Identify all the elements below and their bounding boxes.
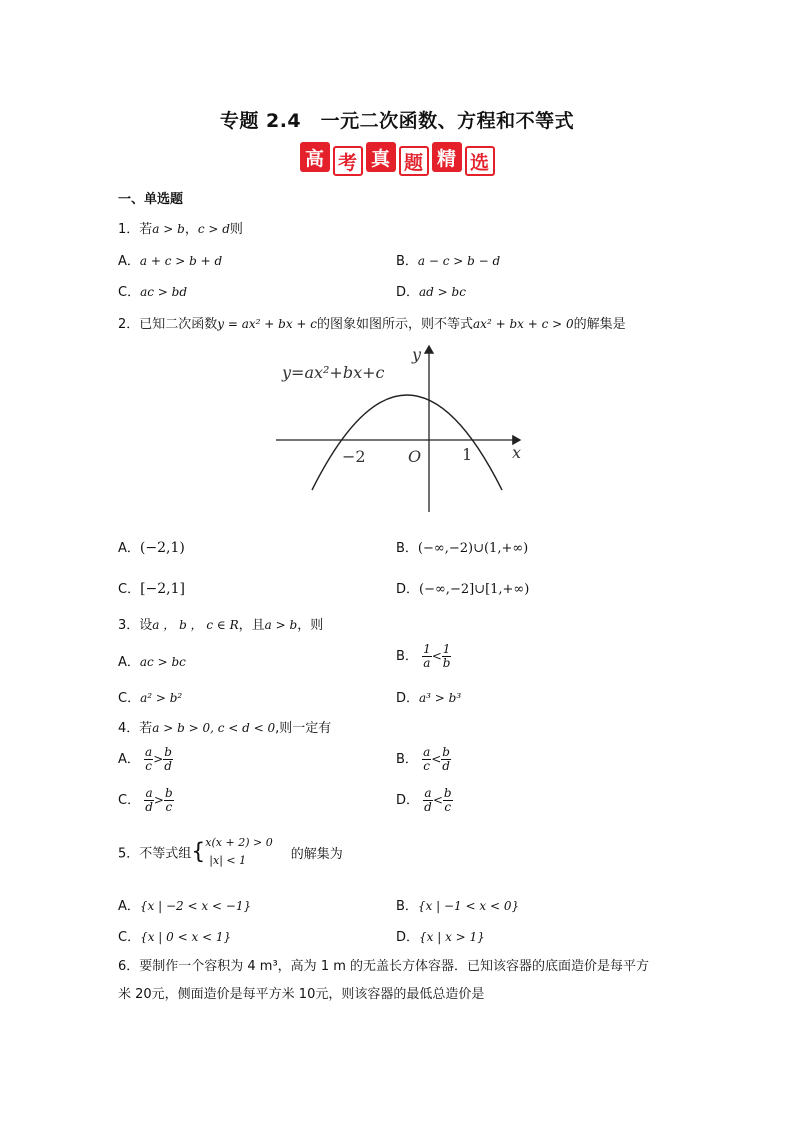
fraction <box>144 746 153 773</box>
brace-icon: { <box>191 839 206 865</box>
question-2 <box>118 313 626 332</box>
q2-option-a[interactable] <box>118 537 185 556</box>
q5-option-d[interactable] <box>396 926 485 945</box>
inequality-system <box>205 834 272 870</box>
question-6 <box>118 953 678 1009</box>
system-eq-2: |x| < 1 <box>209 854 247 867</box>
numerator: a <box>424 786 432 800</box>
operator: > <box>153 752 164 766</box>
badge-char: 真 <box>366 142 396 172</box>
fraction <box>441 746 451 773</box>
origin-label: O <box>408 447 422 466</box>
y-axis-label: y <box>412 345 422 364</box>
fraction <box>144 787 154 814</box>
option-label: D． <box>396 285 420 300</box>
q1-option-a[interactable] <box>118 250 222 269</box>
option-label: C． <box>118 285 141 300</box>
q2-option-c[interactable] <box>118 578 185 597</box>
q5-stem-post: 的解集为 <box>290 846 343 862</box>
option-expr: a² > b² <box>140 691 183 705</box>
q3-option-b[interactable] <box>396 643 451 670</box>
q2-option-d[interactable] <box>396 578 529 597</box>
option-expr: {x | 0 < x < 1} <box>140 930 232 944</box>
option-label: A． <box>118 899 140 914</box>
q1-option-b[interactable] <box>396 250 500 269</box>
option-label: C． <box>118 582 141 597</box>
q3-cond: a > b <box>264 618 298 632</box>
option-expr: a + c > b + d <box>139 254 223 268</box>
numerator: 1 <box>442 642 451 656</box>
fraction <box>443 787 453 814</box>
option-expr: a − c > b − d <box>417 254 501 268</box>
q2-stem-mid: 的图象如图所示，则不等式 <box>317 317 474 332</box>
option-expr: ac > bc <box>139 655 186 669</box>
q5-stem-pre: 5．不等式组 <box>118 846 192 862</box>
q6-line-1: 6．要制作一个容积为 4 m³，高为 1 m 的无盖长方体容器．已知该容器的底面造价是每平方 <box>118 959 650 974</box>
numerator: a <box>145 745 153 759</box>
q2-option-b[interactable] <box>396 537 528 556</box>
denominator: b <box>442 656 451 670</box>
operator: < <box>431 752 442 766</box>
question-5 <box>118 834 343 870</box>
option-expr: (−∞,−2]∪[1,+∞) <box>419 582 530 597</box>
option-expr: ad > bc <box>419 285 466 299</box>
option-label: B． <box>396 541 418 556</box>
badge-char: 选 <box>465 146 495 176</box>
numerator: 1 <box>423 642 431 656</box>
q3-option-d[interactable] <box>396 687 461 706</box>
denominator: c <box>165 800 173 814</box>
denominator: c <box>145 759 152 773</box>
numerator: b <box>164 745 172 759</box>
option-expr: {x | −1 < x < 0} <box>417 899 520 913</box>
q1-stem-post: 则 <box>229 222 243 237</box>
option-label: A． <box>118 655 140 670</box>
operator: < <box>431 649 442 663</box>
q4-cond: a > b > 0, c < d < 0 <box>152 721 276 735</box>
fraction <box>422 746 431 773</box>
system-eq-1: x(x + 2) > 0 <box>205 836 273 849</box>
badge-gaokao-zhenti <box>0 142 794 176</box>
fraction <box>422 643 432 670</box>
q3-stem-mid: ，且 <box>238 618 265 633</box>
option-label: A． <box>118 541 140 556</box>
numerator: b <box>442 745 450 759</box>
q1-cond-1: a > b <box>152 222 185 236</box>
option-expr: (−2,1) <box>139 540 185 556</box>
option-label: D． <box>396 691 420 706</box>
q4-stem-post: ,则一定有 <box>275 721 332 736</box>
denominator: c <box>423 759 430 773</box>
fraction <box>164 787 174 814</box>
numerator: a <box>423 745 431 759</box>
parabola-curve <box>312 395 502 490</box>
badge-char: 考 <box>333 146 363 176</box>
option-label: D． <box>396 793 420 808</box>
option-label: C． <box>118 930 141 945</box>
operator: < <box>432 793 443 807</box>
q5-option-a[interactable] <box>118 895 251 914</box>
q3-option-a[interactable] <box>118 651 186 670</box>
question-3 <box>118 614 323 633</box>
question-1 <box>118 218 243 237</box>
q2-stem-post: 的解集是 <box>573 317 626 332</box>
parabola-graph <box>274 340 526 518</box>
badge-char: 精 <box>432 142 462 172</box>
q1-option-d[interactable] <box>396 281 466 300</box>
q4-option-c[interactable] <box>118 787 174 814</box>
graph-function-label: y=ax²+bx+c <box>282 363 385 382</box>
q3-stem-post: ，则 <box>297 618 324 633</box>
q1-option-c[interactable] <box>118 281 187 300</box>
x-axis-label: x <box>512 443 522 462</box>
q4-option-d[interactable] <box>396 787 453 814</box>
page-title: 专题 2.4 一元二次函数、方程和不等式 <box>219 110 575 132</box>
option-expr: ac > bd <box>140 285 187 299</box>
option-expr: {x | −2 < x < −1} <box>139 899 252 913</box>
q4-option-a[interactable] <box>118 746 173 773</box>
q3-option-c[interactable] <box>118 687 182 706</box>
denominator: d <box>424 800 432 814</box>
option-expr: [−2,1] <box>140 581 185 597</box>
root-right-label: 1 <box>462 445 473 464</box>
option-label: D． <box>396 930 420 945</box>
q3-stem-pre: 3．设 <box>118 618 153 633</box>
q1-cond-2: c > d <box>197 222 230 236</box>
option-label: B． <box>396 899 418 914</box>
option-label: C． <box>118 793 141 808</box>
numerator: b <box>443 786 452 800</box>
root-left-label: −2 <box>342 447 366 466</box>
denominator: d <box>145 800 153 814</box>
option-expr: {x | x > 1} <box>419 930 485 944</box>
q4-option-b[interactable] <box>396 746 451 773</box>
denominator: d <box>164 759 172 773</box>
option-label: A． <box>118 752 140 767</box>
option-expr: a³ > b³ <box>419 691 462 705</box>
q1-sep: ， <box>184 222 198 237</box>
q5-option-b[interactable] <box>396 895 519 914</box>
denominator: d <box>442 759 450 773</box>
q3-vars: a ， b ， c ∈ R <box>152 618 239 632</box>
q1-stem-pre: 1．若 <box>118 222 153 237</box>
option-label: A． <box>118 254 140 269</box>
option-label: B． <box>396 752 418 767</box>
option-label: B． <box>396 254 418 269</box>
q2-inequality: ax² + bx + c > 0 <box>473 317 574 331</box>
badge-char: 高 <box>300 142 330 172</box>
fraction <box>163 746 173 773</box>
numerator: a <box>145 786 153 800</box>
question-4 <box>118 717 331 736</box>
fraction <box>442 643 452 670</box>
option-label: C． <box>118 691 141 706</box>
option-label: D． <box>396 582 420 597</box>
badge-char: 题 <box>399 146 429 176</box>
option-label: B． <box>396 649 418 664</box>
denominator: a <box>423 656 431 670</box>
q5-option-c[interactable] <box>118 926 231 945</box>
operator: > <box>153 793 164 807</box>
q6-line-2: 米 20元，侧面造价是每平方米 10元，则该容器的最低总造价是 <box>118 987 485 1002</box>
fraction <box>423 787 433 814</box>
q2-stem-pre: 2．已知二次函数 <box>118 317 218 332</box>
section-heading: 一、单选题 <box>118 192 184 207</box>
option-expr: (−∞,−2)∪(1,+∞) <box>417 541 529 556</box>
denominator: c <box>444 800 452 814</box>
q4-stem-pre: 4．若 <box>118 721 153 736</box>
q2-function: y = ax² + bx + c <box>217 317 318 331</box>
numerator: b <box>164 786 173 800</box>
